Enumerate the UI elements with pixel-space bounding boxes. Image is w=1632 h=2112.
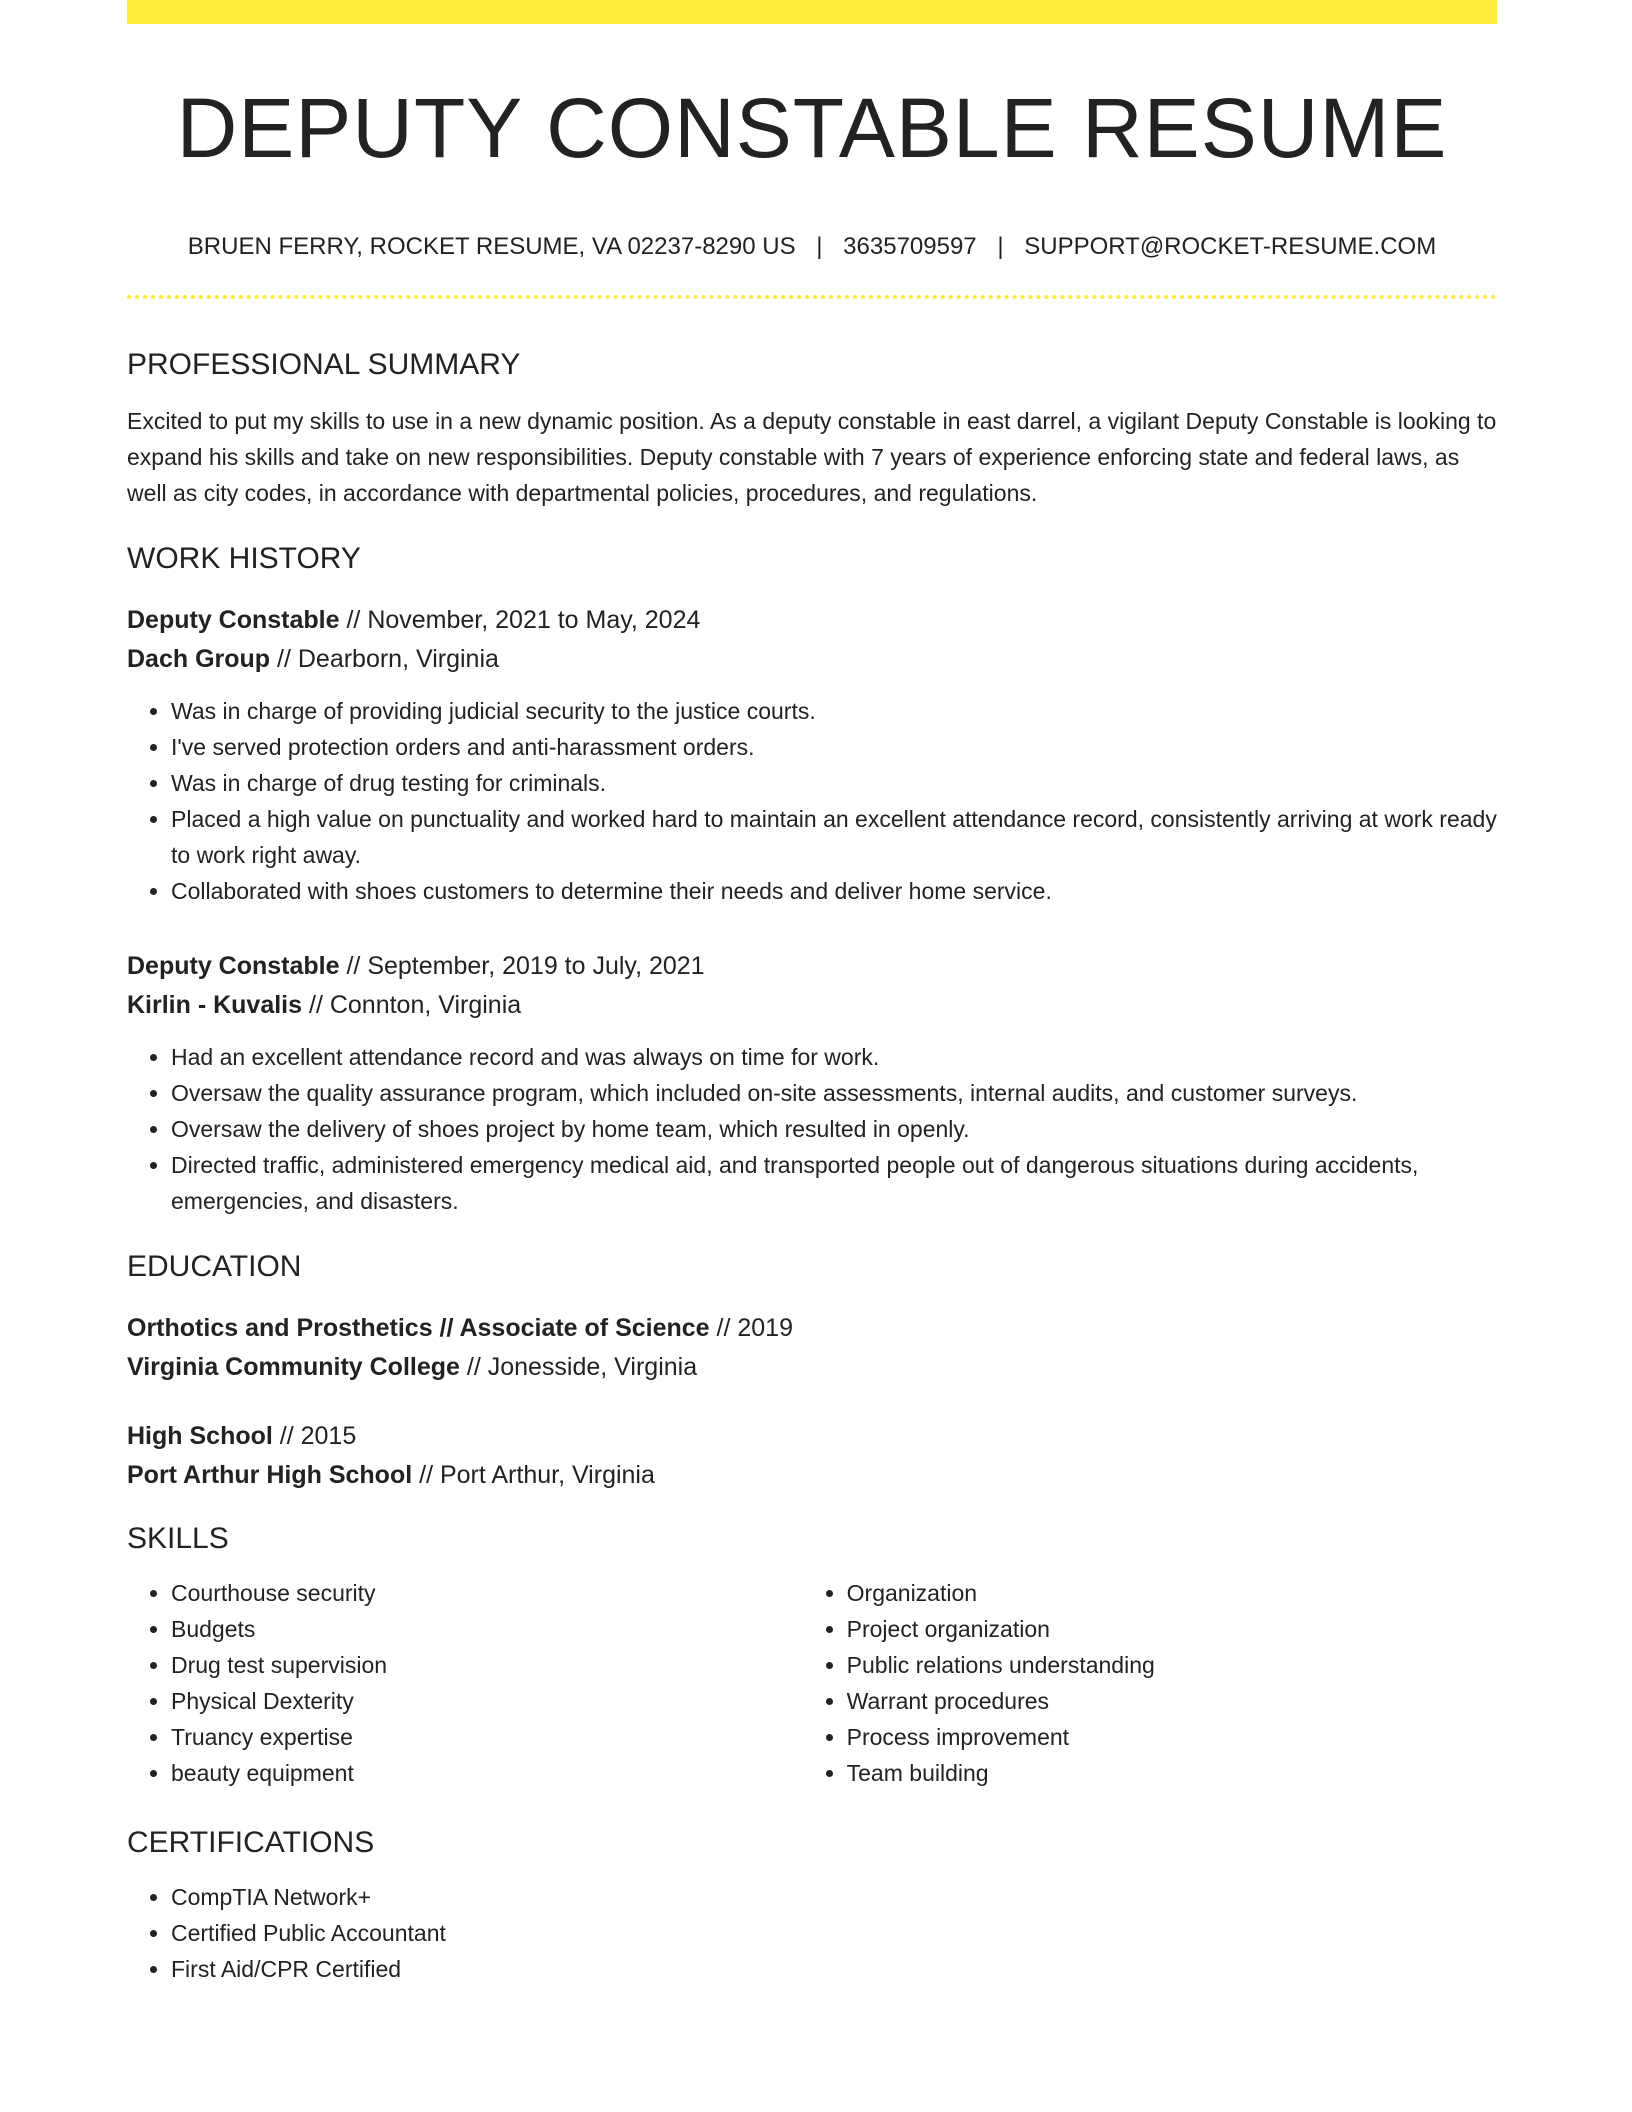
- certifications-heading: CERTIFICATIONS: [127, 1825, 375, 1859]
- skill-item: • Truancy expertise: [171, 1719, 803, 1755]
- contact-separator: |: [997, 232, 1004, 260]
- education-degree: High School: [127, 1421, 273, 1450]
- contact-line: [127, 231, 1497, 263]
- job-duty: • Was in charge of providing judicial security to the justice courts.: [171, 693, 1497, 729]
- job-location: // Dearborn, Virginia: [270, 644, 499, 673]
- job-title: Deputy Constable: [127, 951, 340, 980]
- summary-heading: PROFESSIONAL SUMMARY: [127, 347, 521, 381]
- contact-address: BRUEN FERRY, ROCKET RESUME, VA 02237-8290 US: [187, 232, 796, 260]
- job-company-line: [127, 640, 1497, 679]
- skill-item: • Project organization: [847, 1611, 1497, 1647]
- skill-item: • Budgets: [171, 1611, 803, 1647]
- education-degree: Orthotics and Prosthetics // Associate of Science: [127, 1313, 710, 1342]
- job-entry: [127, 601, 1497, 909]
- job-duty: • Oversaw the quality assurance program, which included on-site assessments, internal audits, and customer surveys.: [171, 1075, 1497, 1111]
- skill-item: • Courthouse security: [171, 1575, 803, 1611]
- job-duties-list: [127, 1039, 1497, 1219]
- job-entry: [127, 947, 1497, 1219]
- skills-list-left: [127, 1575, 803, 1791]
- job-company-line: [127, 986, 1497, 1025]
- skills-heading: SKILLS: [127, 1521, 229, 1555]
- job-duty: • Placed a high value on punctuality and worked hard to maintain an excellent attendance record, consistently arriving at work ready to work right away.: [171, 801, 1497, 873]
- job-company: Kirlin - Kuvalis: [127, 990, 303, 1019]
- job-dates: // November, 2021 to May, 2024: [339, 605, 701, 634]
- contact-email: SUPPORT@ROCKET-RESUME.COM: [1024, 232, 1437, 260]
- certification-item: • CompTIA Network+: [171, 1879, 1497, 1915]
- job-title-line: [127, 947, 1497, 986]
- skill-item: • Physical Dexterity: [171, 1683, 803, 1719]
- job-duty: • I've served protection orders and anti-harassment orders.: [171, 729, 1497, 765]
- education-school-line: [127, 1456, 1497, 1495]
- contact-phone: 3635709597: [843, 232, 977, 260]
- skill-item: • Warrant procedures: [847, 1683, 1497, 1719]
- resume-page: [127, 0, 1497, 1987]
- education-degree-line: [127, 1417, 1497, 1456]
- education-entry: [127, 1417, 1497, 1495]
- education-school: Virginia Community College: [127, 1352, 460, 1381]
- skill-item: • Organization: [847, 1575, 1497, 1611]
- skill-item: • Public relations understanding: [847, 1647, 1497, 1683]
- job-duty: • Collaborated with shoes customers to determine their needs and deliver home service.: [171, 873, 1497, 909]
- contact-separator: |: [816, 232, 823, 260]
- education-location: // Port Arthur, Virginia: [412, 1460, 655, 1489]
- certifications-list: [127, 1879, 1497, 1987]
- education-school: Port Arthur High School: [127, 1460, 413, 1489]
- skills-list-right: [803, 1575, 1497, 1791]
- skill-item: • Process improvement: [847, 1719, 1497, 1755]
- education-degree-line: [127, 1309, 1497, 1348]
- education-entry: [127, 1309, 1497, 1387]
- skill-item: • beauty equipment: [171, 1755, 803, 1791]
- education-year: // 2015: [272, 1421, 357, 1450]
- skill-item: • Team building: [847, 1755, 1497, 1791]
- job-duty: • Had an excellent attendance record and was always on time for work.: [171, 1039, 1497, 1075]
- certification-item: • First Aid/CPR Certified: [171, 1951, 1497, 1987]
- education-location: // Jonesside, Virginia: [459, 1352, 698, 1381]
- education-year: // 2019: [709, 1313, 793, 1342]
- resume-title: DEPUTY CONSTABLE RESUME: [176, 81, 1448, 175]
- job-duty: • Directed traffic, administered emergency medical aid, and transported people out of dangerous situations during accidents, emergencies, and disasters.: [171, 1147, 1497, 1219]
- education-school-line: [127, 1348, 1497, 1387]
- job-title-line: [127, 601, 1497, 640]
- header-divider: [127, 295, 1497, 299]
- job-company: Dach Group: [127, 644, 271, 673]
- skills-columns: [127, 1575, 1497, 1791]
- job-location: // Connton, Virginia: [302, 990, 522, 1019]
- job-duty: • Oversaw the delivery of shoes project by home team, which resulted in openly.: [171, 1111, 1497, 1147]
- job-duty: • Was in charge of drug testing for criminals.: [171, 765, 1497, 801]
- top-accent-bar: [127, 0, 1497, 24]
- job-duties-list: [127, 693, 1497, 909]
- education-heading: EDUCATION: [127, 1249, 302, 1283]
- job-dates: // September, 2019 to July, 2021: [339, 951, 705, 980]
- work-history-heading: WORK HISTORY: [127, 541, 361, 575]
- job-title: Deputy Constable: [127, 605, 340, 634]
- summary-text: Excited to put my skills to use in a new dynamic position. As a deputy constable in east darrel, a vigilant Deputy Constable is looking to expand his skills and take on new responsibilities. Deputy constable with 7 years of experience enforcing state and federal laws, as well as city codes, in accordance with departmental policies, procedures, and regulations.: [127, 407, 1497, 506]
- skill-item: • Drug test supervision: [171, 1647, 803, 1683]
- certification-item: • Certified Public Accountant: [171, 1915, 1497, 1951]
